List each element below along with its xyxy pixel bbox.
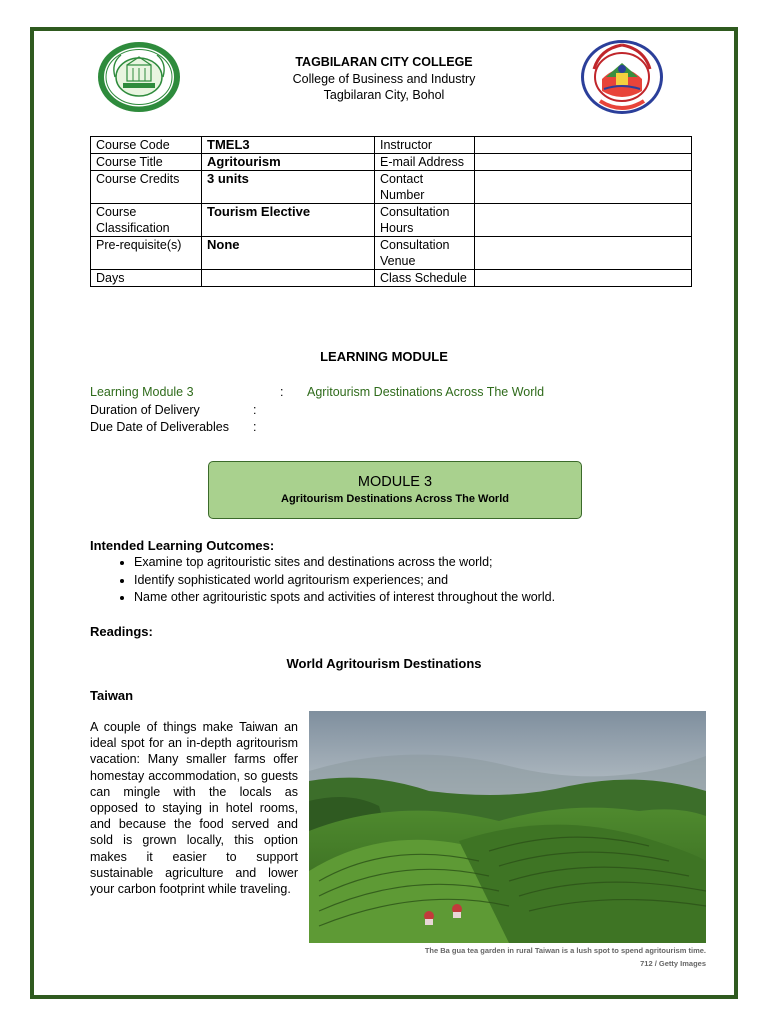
field-label: Contact Number [375,171,475,204]
field-value: Agritourism [202,154,375,171]
due-date-label: Due Date of Deliverables [90,420,229,434]
field-label: Consultation Venue [375,237,475,270]
field-value [475,171,692,204]
field-value: Tourism Elective [202,204,375,237]
photo-caption: The Ba gua tea garden in rural Taiwan is a lush spot to spend agritourism time. [424,946,706,955]
table-row [91,154,692,171]
college-location: Tagbilaran City, Bohol [323,88,445,102]
ilo-list [112,554,694,607]
field-value [475,270,692,287]
field-value [475,137,692,154]
module-number-label: Learning Module 3 [90,385,194,399]
field-value [475,237,692,270]
field-label: Class Schedule [375,270,475,287]
module-title-value: Agritourism Destinations Across The World [307,385,545,399]
field-value [475,154,692,171]
field-label: Course Credits [91,171,202,204]
field-value: TMEL3 [202,137,375,154]
field-label: Course Code [91,137,202,154]
table-row [91,237,692,270]
list-item: • Examine top agritouristic sites and destinations across the world; [134,554,694,572]
table-row [91,204,692,237]
module-banner-subtitle: Agritourism Destinations Across The World [281,493,509,505]
field-label: Pre-requisite(s) [91,237,202,270]
learning-module-heading: LEARNING MODULE [320,349,448,364]
field-value [475,204,692,237]
college-name: College of Business and Industry [292,72,476,86]
field-value: 3 units [202,171,375,204]
field-label: Course Classification [91,204,202,237]
field-value [202,270,375,287]
field-value: None [202,237,375,270]
tea-garden-photo [309,711,706,943]
course-info-table [90,136,692,287]
field-label: Consultation Hours [375,204,475,237]
ilo-heading: Intended Learning Outcomes: [90,538,275,553]
table-row [91,270,692,287]
colon: : [253,420,257,434]
colon: : [280,385,284,399]
institution-name: TAGBILARAN CITY COLLEGE [295,55,473,69]
field-label: Instructor [375,137,475,154]
table-row [91,137,692,154]
module-banner-title: MODULE 3 [357,474,433,490]
table-row [91,171,692,204]
taiwan-paragraph: A couple of things make Taiwan an ideal spot for an in-depth agritourism vacation: Many smaller farms offer homestay accommodation, so guests can mingle with the locals as opposed to staying in hotel rooms, and because the food served and sold is grown locally, this option makes it easier to support sustainable agriculture and lower your carbon footprint while traveling. [90,720,298,897]
field-label: Days [91,270,202,287]
readings-heading: Readings: [90,624,153,639]
subheading-taiwan: Taiwan [90,688,134,703]
field-label: Course Title [91,154,202,171]
list-item: • Identify sophisticated world agritourism experiences; and [134,572,694,590]
list-item: • Name other agritouristic spots and activities of interest throughout the world. [134,589,694,607]
module-banner [208,461,582,519]
photo-credit: 712 / Getty Images [640,959,706,968]
section-title: World Agritourism Destinations [286,656,482,671]
field-label: E-mail Address [375,154,475,171]
colon: : [253,403,257,417]
duration-label: Duration of Delivery [90,403,200,417]
